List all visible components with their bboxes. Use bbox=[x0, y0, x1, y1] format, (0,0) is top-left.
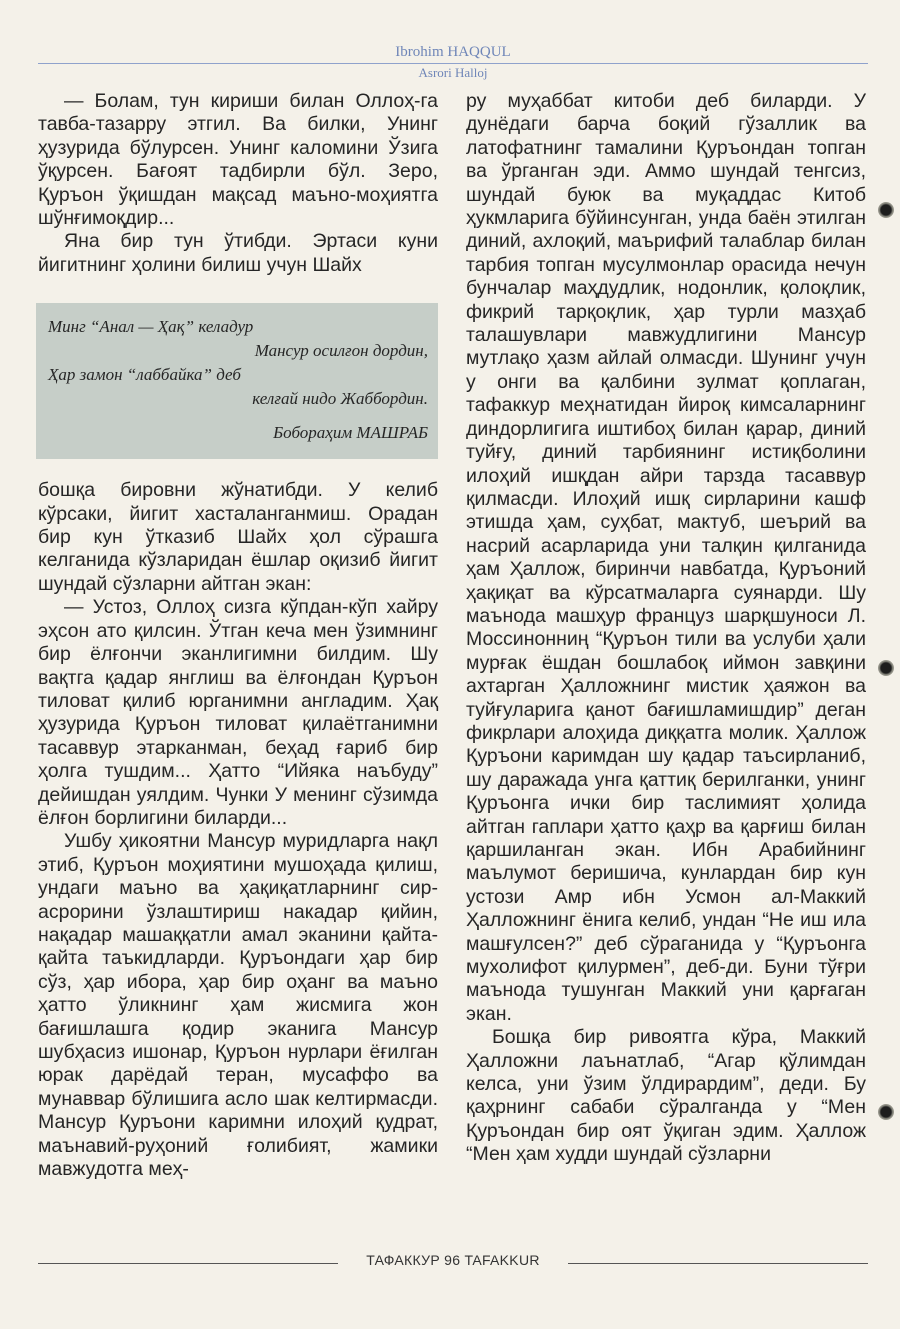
poem-line-4: келғай нидо Жаббордин. bbox=[252, 389, 428, 409]
left-paragraph-1: — Болам, тун кириши билан Оллоҳ-га тавба-тазарру этгил. Ва билки, Унинг ҳузурида бўлурсен. Унинг каломини Ўзига ўқурсен. Бағоят тадбирли бўл. Зеро, Қуръон ўқишдан мақсад маъно-моҳиятга шўнғимоқдир... bbox=[38, 90, 438, 230]
epigraph-box bbox=[36, 303, 438, 459]
left-paragraph-5: Ушбу ҳикоятни Мансур муридларга нақл этиб, Қуръон моҳиятини мушоҳада қилиш, ундаги маъно ва ҳақиқатларнинг сир-асрорини ўзлаштириш накадар қийин, нақадар машаққатли амал эканини қайта-қайта таъкидларди. Қуръондаги ҳар бир сўз, ҳар ибора, ҳар бир оҳанг ва маъно ҳатто ўликнинг ҳам жисмига жон бағишлашга қодир эканига Мансур шубҳасиз ишонар, Қуръон нурлари ёғилган юрак дарёдай теран, мусаффо ва мунаввар бўлишига асло шак келтирмасди. Мансур Қуръони каримни илоҳий қудрат, маънавий-руҳоний ғолибият, жамики мавжудотга меҳ- bbox=[38, 830, 438, 1181]
right-paragraph-2: Бошқа бир ривоятга кўра, Маккий Ҳалложни лаънатлаб, “Агар қўлимдан келса, уни ўзим ўлдирардим”, деди. Бу қаҳрнинг сабаби сўралганда у “Мен Қуръондан бир оят ўқиган эдим. Ҳаллож “Мен ҳам худди шундай сўзларни bbox=[466, 1026, 866, 1166]
poem-line-2: Мансур осилғон дордин, bbox=[254, 341, 428, 361]
left-column bbox=[38, 90, 438, 1181]
left-paragraph-2: Яна бир тун ўтибди. Эртаси куни йигитнинг ҳолини билиш учун Шайх bbox=[38, 230, 438, 276]
right-column bbox=[466, 90, 866, 1167]
footer-page-number: ТАФАККУР 96 TAFAKKUR bbox=[366, 1252, 540, 1268]
page-footer bbox=[38, 1252, 868, 1272]
poem-line-3: Ҳар замон “лаббайка” деб bbox=[48, 365, 241, 385]
left-paragraph-3: бошқа бировни жўнатибди. У келиб кўрсаки, йигит хасталанганмиш. Орадан бир кун ўтказиб Шайх ҳол сўрашга келганида кўзларидан ёшлар оқизиб йигит шундай сўзларни айтган экан: bbox=[38, 479, 438, 595]
header-rule bbox=[38, 63, 868, 64]
binder-hole-icon bbox=[878, 660, 894, 676]
binder-hole-icon bbox=[878, 1104, 894, 1120]
poem-signature: Бобораҳим МАШРАБ bbox=[273, 423, 428, 443]
header-author: Ibrohim HAQQUL bbox=[395, 44, 511, 60]
right-paragraph-1: ру муҳаббат китоби деб биларди. У дунёдаги барча боқий гўзаллик ва латофатнинг тамалини Қуръондан топган ва ўрганган эди. Аммо шундай тенгсиз, шундай буюк ва муқаддас Китоб ҳукмларига бўйинсунган, унда баён этилган диний, ахлоқий, маърифий талаблар билан тарбия топган мусулмонлар орасида нечун бунчалар маҳдудлик, нодонлик, қолоқлик, фикрий тарқоқлик, ҳар турли мазҳаб талашувлари мавжудлигини Мансур мутлақо ҳазм айлай олмасди. Шунинг учун у онги ва қалбини зулмат қоплаган, тафаккур меҳнатидан йироқ кимсаларнинг диндорлигига иштибоҳ билан қарар, диний туйғу, диний тарбиянинг истиқболини илоҳий ишқдан айри тарзда тасаввур қилмасди. Илоҳий ишқ сирларини кашф этишда ҳам, суҳбат, мактуб, шеърий ва насрий асарларида уни талқин қилганида ҳам Ҳаллож, биринчи навбатда, Қуръоний ҳақиқат ва кўрсатмаларга суянарди. Шу маънода машҳур француз шарқшуноси Л. Моссинонниң “Қуръон тили ва услуби ҳали мурғак ёшдан бошлабоқ иймон завқини ахтарган Ҳалложнинг мистик ҳаяжон ва туйғуларига қанот бағишламишдир” деган фикрлари алоҳида диққатга молик. Ҳаллож Қуръони каримдан шу қадар таъсирланиб, шу даражада унга қаттиқ берилганки, унинг Қуръонга ички бир таслимият ҳолида айтган гаплари ҳатто қаҳр ва қарғиш билан қаршиланган экан. Ибн Арабийнинг маълумот беришича, кунлардан бир кун устози Амр ибн Усмон ал-Маккий Ҳалложнинг ёнига келиб, ундан “Не иш ила машғулсен?” деб сўраганида у “Қуръонга мухолифот қилурмен”, деб-ди. Буни тўғри маънода тушунган Маккий уни қарғаган экан. bbox=[466, 90, 866, 1025]
poem-line-1: Минг “Анал — Ҳақ” келадур bbox=[48, 317, 254, 337]
header-subtitle: Asrori Halloj bbox=[418, 65, 488, 80]
running-header bbox=[38, 42, 868, 82]
footer-rule-right bbox=[568, 1263, 868, 1264]
binder-hole-icon bbox=[878, 202, 894, 218]
left-paragraph-4: — Устоз, Оллоҳ сизга кўпдан-кўп хайру эҳсон ато қилсин. Ўтган кеча мен ўзимнинг бир ёлғончи эканлигимни билдим. Шу вақтга қадар янглиш ва ёлғондан Қуръон тиловат қилиб юрганимни англадим. Ҳақ ҳузурида Қуръон тиловат қилаётганимни тасаввур этарканман, беҳад ғариб бир ҳолга тушдим... Ҳатто “Ийяка наъбуду” дейишдан уялдим. Чунки У менинг сўзимда ёлғон борлигини биларди... bbox=[38, 596, 438, 829]
